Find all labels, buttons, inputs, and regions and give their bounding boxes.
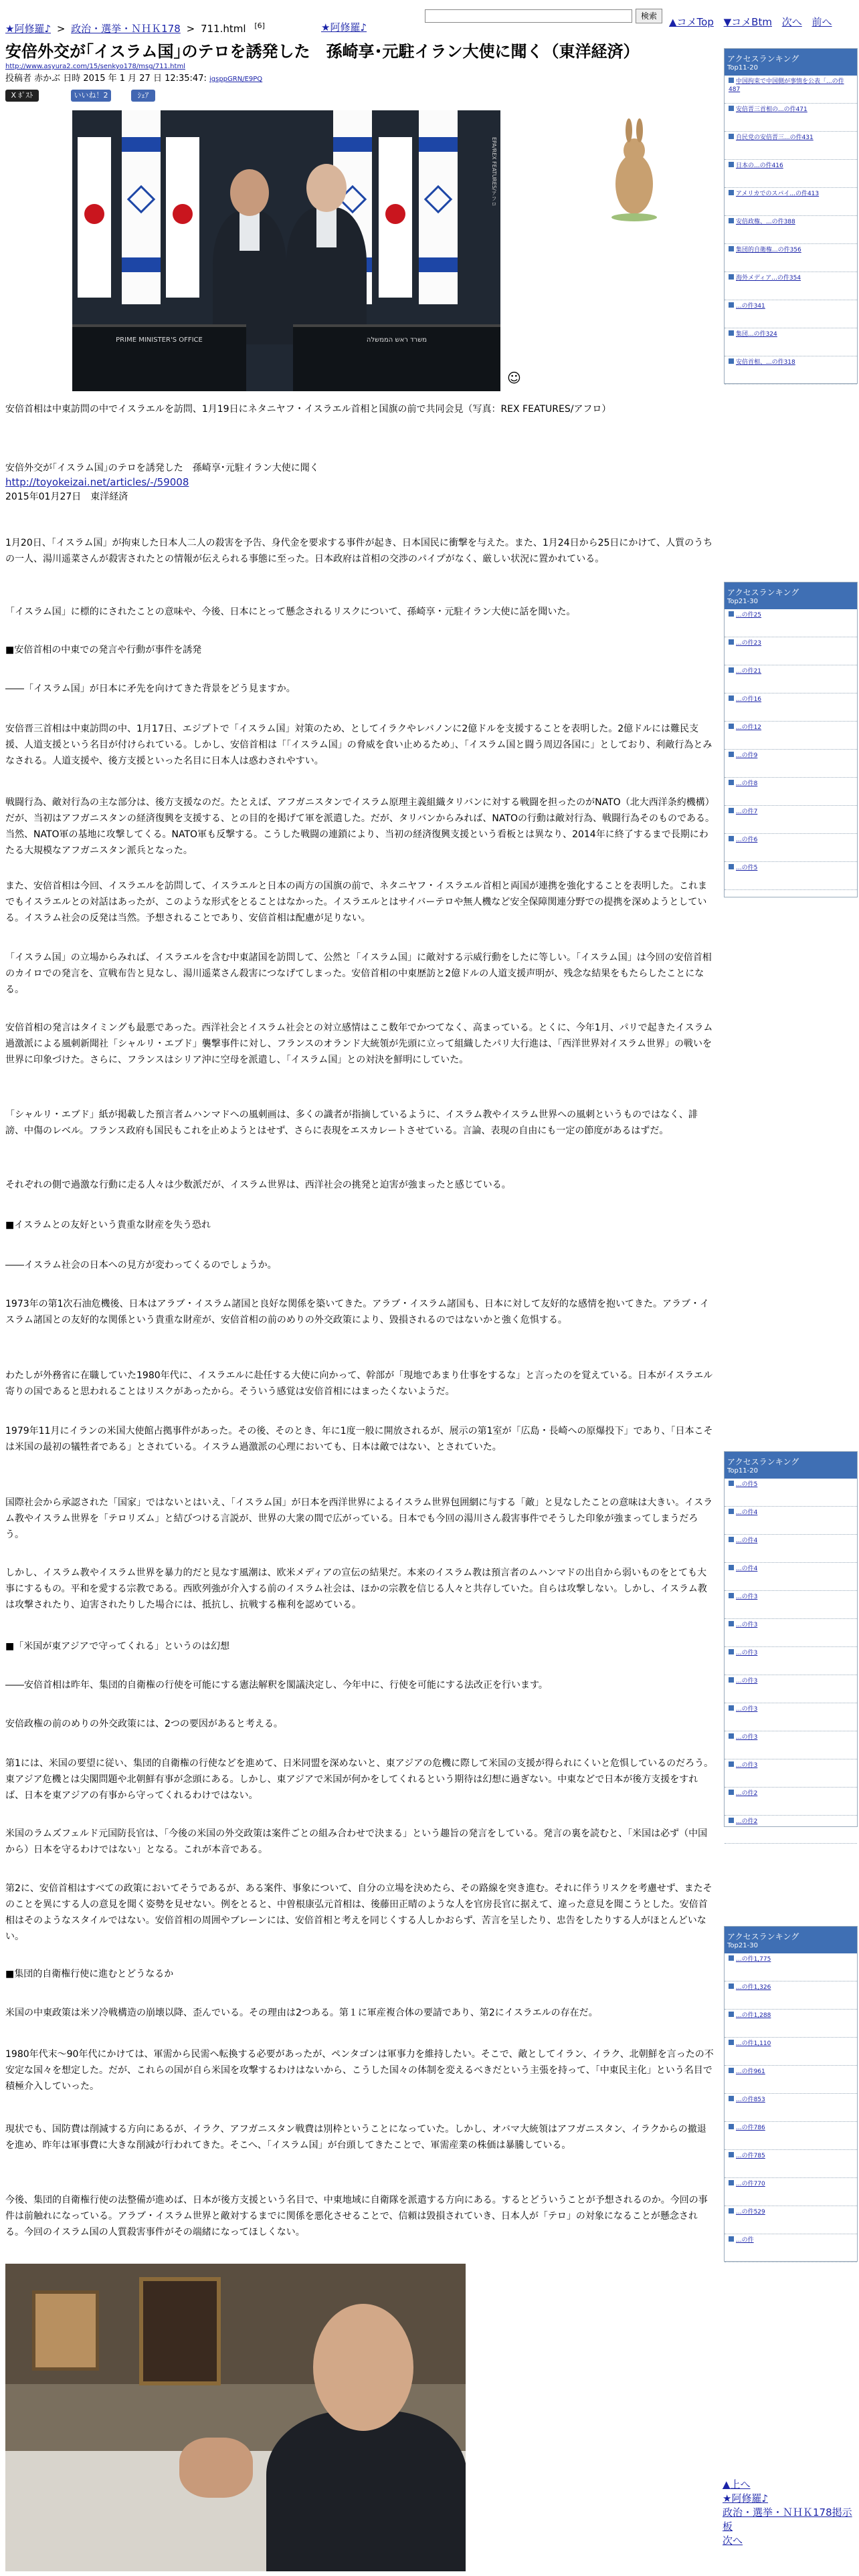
list-item-link[interactable]: ...の件23 — [736, 640, 762, 647]
ranking-widget — [724, 582, 858, 897]
photo-caption: 安倍首相は中東訪問の中でイスラエルを訪問、1月19日にネタニヤフ・イスラエル首相と国旗の前で共同会見（写真：REX FEATURES/アフロ） — [5, 404, 611, 415]
sub-title: 安倍外交が｢イスラム国｣のテロを誘発した 孫崎享･元駐イラン大使に聞く — [5, 463, 319, 473]
paragraph: 国際社会から承認された「国家」ではないとはいえ、「イスラム国」が日本を西洋世界によるイスラム世界包囲網に与する「敵」と見なしたことの意味は大きい。イスラム教やイスラム世界を「テロリズム」と結びつける言説が、世界の大衆の間で広がっている。日本でも今回の湯川さん殺害事件でそうした印象が強まってしまうだろう。 — [5, 1497, 713, 1540]
nav-links — [669, 15, 839, 29]
ranking-widget — [724, 48, 858, 384]
search-input[interactable] — [425, 9, 632, 23]
section-heading: ■「米国が東アジアで守ってくれる」というのは幻想 — [5, 1641, 230, 1652]
list-item-link[interactable]: ...の件341 — [736, 303, 765, 310]
article-url[interactable]: http://www.asyura2.com/15/senkyo178/msg/711.html — [5, 63, 185, 70]
israel-flag-icon — [122, 110, 161, 304]
list-item[interactable] — [725, 722, 857, 750]
photo-credit: EPA/REX FEATURES/アフロ — [491, 137, 497, 207]
list-item-link[interactable]: ...の件529 — [736, 2209, 765, 2216]
list-item[interactable] — [725, 778, 857, 806]
list-item[interactable] — [725, 1981, 857, 2010]
paragraph: 米国の中東政策は米ソ冷戦構造の崩壊以降、歪んでいる。その理由は2つある。第１に軍産複合体の要請であり、第2にイスラエルの存在だ。 — [5, 2008, 598, 2018]
list-item-link[interactable]: ...の件1,110 — [736, 2040, 771, 2047]
list-item[interactable] — [725, 1647, 857, 1675]
list-item-link[interactable]: ...の件1,326 — [736, 1984, 771, 1991]
ranking-widget — [724, 1451, 858, 1827]
paragraph: 安倍政権の前のめりの外交政策には、2つの要因があると考える。 — [5, 1719, 283, 1729]
list-item-link[interactable]: ...の件3 — [736, 1622, 758, 1628]
list-item[interactable] — [725, 300, 857, 328]
next-link[interactable]: 次へ — [723, 2535, 743, 2547]
list-item-link[interactable]: ...の件1,775 — [736, 1956, 771, 1963]
list-item-link[interactable]: ...の件6 — [736, 837, 758, 843]
list-item[interactable] — [725, 1563, 857, 1591]
x-post-button[interactable]: X ﾎﾟｽﾄ — [5, 90, 39, 102]
share-button[interactable]: ｼｪｱ — [131, 90, 155, 102]
list-item-link[interactable]: ...の件961 — [736, 2068, 765, 2075]
list-item[interactable] — [725, 1619, 857, 1647]
paragraph: 1973年の第1次石油危機後、日本はアラブ・イスラム諸国と良好な関係を築いてきた。アラブ・イスラム諸国も、日本に対して友好的な感情を抱いてきた。アラブ・イスラム諸国との友好的な関係という貴重な財産が、安倍首相の前のめりの外交政策により、毀損されるのではないかと強く危惧する。 — [5, 1299, 709, 1325]
widget-title: Top21-30 — [727, 598, 758, 605]
list-item[interactable] — [725, 806, 857, 834]
shirt — [240, 211, 260, 251]
widget-label: アクセスランキング — [727, 1932, 799, 1941]
section-heading: ■集団的自衛権行使に進むとどうなるか — [5, 1969, 174, 1979]
widget-label: アクセスランキング — [727, 1457, 799, 1467]
list-item[interactable] — [725, 1703, 857, 1731]
list-item-link[interactable]: 中国拘束で中国側が事情を公表「...の件487 — [729, 78, 844, 93]
list-item-link[interactable]: ...の件3 — [736, 1678, 758, 1685]
bottom-nav — [723, 2478, 859, 2548]
list-item[interactable] — [725, 665, 857, 693]
list-item[interactable] — [725, 1953, 857, 1981]
nav-next[interactable]: 次へ — [781, 16, 802, 28]
japan-flag-icon — [78, 137, 111, 298]
list-item[interactable] — [725, 2094, 857, 2122]
list-item-link[interactable]: ...の件3 — [736, 1650, 758, 1656]
list-item-link[interactable]: ...の件853 — [736, 2097, 765, 2103]
list-item-link[interactable]: ...の件7 — [736, 809, 758, 815]
list-item-link[interactable]: 自民党の安倍晋三...の件431 — [736, 134, 814, 141]
list-item-link[interactable]: 安倍首相、...の件318 — [736, 359, 795, 366]
paragraph: 「イスラム国」に標的にされたことの意味や、今後、日本にとって懸念されるリスクについて、孫崎享・元駐イラン大使に話を聞いた。 — [5, 607, 576, 617]
list-item[interactable] — [725, 2038, 857, 2066]
list-item[interactable] — [725, 2206, 857, 2234]
section-heading: ■イスラムとの友好という貴重な財産を失う恐れ — [5, 1220, 211, 1230]
podium-left: PRIME MINISTER'S OFFICE — [72, 324, 246, 391]
list-item-link[interactable]: ...の件4 — [736, 1537, 758, 1544]
list-item[interactable] — [725, 2178, 857, 2206]
paragraph: 今後、集団的自衛権行使の法整備が進めば、日本が後方支援という名目で、中東地域に自衛隊を派遣する方向にある。するとどういうことが予想されるのか。今回の事件は前触れになっている。アラブ・イスラム世界と敵対するまでに関係を悪化させることで、信頼は毀損されていき、日本人が「テロ」の対象になることが懸念される。今回のイスラム国の人質殺害事件がその端緒になってほしくない。 — [5, 2195, 708, 2238]
paragraph: また、安倍首相は今回、イスラエルを訪問して、イスラエルと日本の両方の国旗の前で、ネタニヤフ・イスラエル首相と両国が連携を強化することを表明した。これまでもイスラエルとの対話はあったが、このような形式をとることはなかった。イスラエルとはサイバーテロや無人機など安全保障関連分野での提携を深めようとしている。イスラム社会の反発は当然。予想されることであり、安倍首相は配慮が足りない。 — [5, 881, 708, 924]
list-item-link[interactable]: ...の件3 — [736, 1594, 758, 1600]
widget-header — [725, 1452, 857, 1479]
breadcrumb-current: 711.html — [200, 23, 246, 35]
widget-title: Top21-30 — [727, 1942, 758, 1949]
list-item-link[interactable]: ...の件785 — [736, 2153, 765, 2159]
list-item-link[interactable]: ...の件2 — [736, 1818, 758, 1825]
widget-label: アクセスランキング — [727, 54, 799, 64]
list-item[interactable] — [725, 2010, 857, 2038]
list-item[interactable] — [725, 216, 857, 244]
paragraph: 第1には、米国の要望に従い、集団的自衛権の行使などを進めて、日米同盟を深めないと、東アジアの危機に際して米国の支援が得られにくいと危惧しているのだろう。東アジア危機とは尖閣問題や北朝鮮有事が念頭にある。しかし、東アジアで米国が何かをしてくれるという期待は幻想に過ぎない。中東などで日本が後方支援をすれば、日本を東アジアの有事から守ってくれるわけではない。 — [5, 1758, 714, 1801]
list-item[interactable] — [725, 1535, 857, 1563]
list-item[interactable] — [725, 1788, 857, 1816]
head — [230, 169, 269, 216]
list-item-link[interactable]: ...の件21 — [736, 668, 762, 675]
home-link[interactable]: ★阿修羅♪ — [321, 21, 367, 33]
poster-id-link[interactable]: igsppGRN/E9PQ — [209, 76, 263, 83]
list-item[interactable] — [725, 132, 857, 160]
list-item[interactable] — [725, 637, 857, 665]
board-link[interactable]: 政治・選挙・ＮＨＫ178掲示板 — [723, 2506, 852, 2533]
paragraph: 米国のラムズフェルド元国防長官は、「今後の米国の外交政策は案件ごとの組み合わせで決まる」という趣旨の発言をしている。発言の裏を読むと、「米国は必ず（中国から）日本を守るわけではない」となる。これが本音である。 — [5, 1828, 708, 1855]
list-item-link[interactable]: ...の件8 — [736, 780, 758, 787]
list-item[interactable] — [725, 609, 857, 637]
rabbit-illustration-icon — [602, 117, 666, 224]
list-item-link[interactable]: ...の件3 — [736, 1706, 758, 1713]
list-item[interactable] — [725, 356, 857, 385]
list-item-link[interactable]: ...の件4 — [736, 1566, 758, 1572]
nav-comment-bottom[interactable]: ▼コメBtm — [723, 16, 772, 28]
list-item-link[interactable]: ...の件1,288 — [736, 2012, 771, 2019]
list-item[interactable] — [725, 750, 857, 778]
list-item-link[interactable]: 海外メディア...の件354 — [736, 275, 801, 282]
post-meta-text: 投稿者 赤かぶ 日時 2015 年 1 月 27 日 12:35:47: — [5, 74, 207, 84]
list-item[interactable] — [725, 188, 857, 216]
article-photo — [72, 110, 500, 391]
list-item[interactable] — [725, 1675, 857, 1703]
list-item[interactable] — [725, 104, 857, 132]
list-item[interactable] — [725, 2150, 857, 2178]
list-item[interactable] — [725, 1591, 857, 1619]
breadcrumb-sep: > — [56, 23, 66, 35]
paragraph: わたしが外務省に在職していた1980年代に、イスラエルに赴任する大使に向かって、幹部が「現地であまり仕事をするな」と言ったのを覚えている。日本がイスラエル寄りの国であると思われることはリスクがあったから。そういう感覚は安倍首相にはまったくないようだ。 — [5, 1370, 713, 1397]
widget-header — [725, 582, 857, 609]
list-item[interactable] — [725, 834, 857, 862]
list-item[interactable] — [725, 328, 857, 356]
israel-flag-icon — [419, 110, 458, 304]
breadcrumb-sep: > — [186, 23, 195, 35]
interviewee-photo — [5, 2264, 466, 2571]
list-item-link[interactable]: ...の件25 — [736, 612, 762, 619]
paragraph: 「シャルリ・エブド」紙が掲載した預言者ムハンマドへの風刺画は、多くの識者が指摘しているように、イスラム教やイスラム世界への風刺というものではなく、誹謗、中傷のレベル。フランス政府も国民もこれを止めようとはせず、さらに表現をエスカレートさせている。言論、表現の自由にも一定の節度があるはずだ。 — [5, 1109, 698, 1136]
list-item-link[interactable]: ...の件3 — [736, 1762, 758, 1769]
list-item[interactable] — [725, 1507, 857, 1535]
breadcrumb-note: [6] — [254, 21, 265, 30]
paragraph: 1980年代末〜90年代にかけては、軍需から民需へ転換する必要があったが、ペンタゴンは軍事力を維持したい。そこで、敵としてイラン、イラク、北朝鮮を言ったの不安定な国々を想定した。だが、これらの国が自ら米国を攻撃するわけはないから、こうした国々の体制を変えるべきだという主張を持って、「中東民主化」という名目で積極介入していった。 — [5, 2049, 714, 2092]
widget-title: Top11-20 — [727, 64, 758, 72]
ranking-widget — [724, 1926, 858, 2262]
list-item[interactable] — [725, 862, 857, 890]
list-item[interactable] — [725, 160, 857, 188]
home-link-bottom[interactable]: ★阿修羅♪ — [723, 2492, 769, 2504]
head — [306, 164, 347, 212]
list-item[interactable] — [725, 1759, 857, 1788]
source-link[interactable]: http://toyokeizai.net/articles/-/59008 — [5, 476, 189, 488]
list-item-link[interactable]: ...の件 — [736, 2237, 754, 2244]
list-item-link[interactable]: ...の件16 — [736, 696, 762, 703]
list-item-link[interactable]: ...の件5 — [736, 1481, 758, 1488]
paragraph: 第2に、安倍首相はすべての政策においてそうであるが、ある案件、事象について、自分の立場を決めたら、その路線を突き進む。それに伴うリスクを考慮せず、またそのことを異にする人の意見を聞く姿勢を見せない。例をとると、中曽根康弘元首相は、後藤田正晴のような人を官房長官に据えて、違った意見を聞こうとした。安倍首相はそのようなスタイルではない。安倍首相の周囲やブレーンには、安倍首相と考えを同じくする人しかおらず、苦言を呈したり、忠告をしたりする人がほとんどいない。 — [5, 1883, 712, 1942]
question: ――「イスラム国」が日本に矛先を向けてきた背景をどう見ますか。 — [5, 683, 296, 694]
paragraph: 1979年11月にイランの米国大使館占拠事件があった。その後、そのとき、年に1度一般に開放されるが、展示の第1室が「広島・長崎への原爆投下」であり、「日本こそは米国の最初の犠牲者である」とされている。イスラム過激派の心理においても、日本は敵ではない、とされていた。 — [5, 1426, 713, 1453]
list-item-link[interactable]: ...の件9 — [736, 752, 758, 759]
paragraph: 現状でも、国防費は削減する方向にあるが、イラク、アフガニスタン戦費は別枠ということになっていた。しかし、オバマ大統領はアフガニスタン、イラクからの撤退を進め、昨年は軍事費に大きな削減が行われてきた。そこへ、「イスラム国」が台頭してきたことで、軍需産業の株価は暴騰している。 — [5, 2124, 706, 2151]
list-item-link[interactable]: ...の件2 — [736, 1790, 758, 1797]
like-button[interactable]: いいね！2 — [71, 90, 111, 102]
paragraph: 安倍晋三首相は中東訪問の中、1月17日、エジプトで「イスラム国」対策のため、としてイラクやレバノンに2億ドルを支援することを表明した。2億ドルには難民支援、人道支援という名目が付けられている。しかし、安倍首相は「「イスラム国」の脅威を食い止めるため」、「イスラム国と闘う周辺各国に」としており、利敵行為とみなされる。人道支援や、後方支援といった名目に日本人は惑わされやすい。 — [5, 724, 712, 766]
list-item-link[interactable]: 安倍晋三首相の...の件471 — [736, 106, 807, 113]
list-item[interactable] — [725, 1731, 857, 1759]
widget-header — [725, 49, 857, 76]
paragraph: 戦闘行為、敵対行為の主な部分は、後方支援なのだ。たとえば、アフガニスタンでイスラム原理主義組織タリバンに対する戦闘を担ったのがNATO（北大西洋条約機構）だが、当初はアフガニスタンの経済復興を支援する、との目的を掲げて軍を派遣した。だが、タリバンからみれば、NATOの行動は敵対行為、戦闘行為そのものである。当然、NATO軍の基地に攻撃してくる。NATO軍も反撃する。こうした戦闘の連鎖により、当初の経済復興支援という看板とは異なり、2014年に終了するまで長期にわたる大規模なアフガニスタン派兵となった。 — [5, 797, 714, 856]
japan-flag-icon — [379, 137, 412, 298]
widget-title: Top11-20 — [727, 1467, 758, 1475]
breadcrumb-board[interactable]: 政治・選挙・ＮＨＫ178 — [71, 23, 181, 35]
list-item-link[interactable]: ...の件12 — [736, 724, 762, 731]
smile-icon: ☺ — [507, 370, 521, 386]
list-item-link[interactable]: ...の件5 — [736, 865, 758, 871]
list-item[interactable] — [725, 1479, 857, 1507]
list-item[interactable] — [725, 272, 857, 300]
list-item-link[interactable]: 集団...の件324 — [736, 331, 777, 338]
japan-flag-icon — [166, 137, 199, 298]
list-item-link[interactable]: ...の件786 — [736, 2125, 765, 2131]
list-item[interactable] — [725, 693, 857, 722]
list-item-link[interactable]: ...の件3 — [736, 1734, 758, 1741]
date-source: 2015年01月27日 東洋経済 — [5, 492, 128, 502]
nav-prev[interactable]: 前へ — [812, 16, 832, 28]
paragraph: 1月20日、「イスラム国」が拘束した日本人二人の殺害を予告、身代金を要求する事件が起き、日本国民に衝撃を与えた。また、1月24日から25日にかけて、人質のうちの一人、湯川遥菜さんが殺害されたとの情報が伝えられる事態に至った。日本政府は首相の交渉のパイプがなく、厳しい状況に置かれている。 — [5, 538, 713, 564]
list-item-link[interactable]: 集団的自衛権...の件356 — [736, 247, 801, 253]
paragraph: 安倍首相の発言はタイミングも最悪であった。西洋社会とイスラム社会との対立感情はここ数年でかつてなく、高まっている。とくに、今年1月、パリで起きたイスラム過激派による風刺新聞社「シャルリ・エブド」襲撃事件に対し、フランスのオランド大統領が先頭に立って組織したパリ大行進は、「西洋世界対イスラム世界」の戦いを世界に印象づけた。さらに、フランスはシリア沖に空母を派遣し、「イスラム国」との対決を鮮明にしていた。 — [5, 1023, 713, 1065]
question: ――イスラム社会の日本への見方が変わってくるのでしょうか。 — [5, 1260, 277, 1271]
widget-label: アクセスランキング — [727, 588, 799, 597]
shirt — [316, 207, 337, 247]
list-item[interactable] — [725, 1816, 857, 1844]
podium-right: משרד ראש הממשלה — [293, 324, 500, 391]
paragraph: それぞれの側で過激な行動に走る人々は少数派だが、イスラム世界は、西洋社会の挑発と迫害が強まったと感じている。 — [5, 1180, 511, 1190]
list-item[interactable] — [725, 2234, 857, 2262]
list-item-link[interactable]: 日本の...の件416 — [736, 163, 783, 169]
paragraph: 「イスラム国」の立場からみれば、イスラエルを含む中東諸国を訪問して、公然と「イスラム国」に敵対する示威行動をしたに等しい。「イスラム国」は今回の安倍首相のカイロでの発言を、宣戦布告と見なし、湯川遥菜さん殺害につなげてしまった。安倍首相の中東歴訪と2億ドルの人道支援声明が、残念な結果をもたらしたことになる。 — [5, 952, 712, 995]
paragraph: しかし、イスラム教やイスラム世界を暴力的だと見なす風潮は、欧米メディアの宣伝の結果だ。本来のイスラム教は預言者のムハンマドの出自から弱いものをとても大事にするもの。平和を愛する宗教である。西欧列強が介入する前のイスラム社会は、ほかの宗教を信じる人々と共存していた。自らは攻撃しない。しかし、イスラム教は攻撃されたり、迫害されたりした場合には、抵抗し、抗戦する権利を認めている。 — [5, 1568, 707, 1610]
list-item-link[interactable]: ...の件770 — [736, 2181, 765, 2187]
widget-header — [725, 1927, 857, 1953]
back-to-top-link[interactable]: ▲上へ — [723, 2478, 751, 2490]
question: ――安倍首相は昨年、集団的自衛権の行使を可能にする憲法解釈を閣議決定し、今年中に、行使を可能にする法改正を行います。 — [5, 1680, 548, 1691]
nav-comment-top[interactable]: ▲コメTop — [669, 16, 714, 28]
list-item[interactable] — [725, 2122, 857, 2150]
list-item[interactable] — [725, 244, 857, 272]
search-button[interactable]: 検索 — [636, 9, 662, 23]
post-meta — [5, 71, 262, 84]
list-item-link[interactable]: アメリカでのスパイ...の件413 — [736, 191, 820, 197]
list-item[interactable] — [725, 2066, 857, 2094]
breadcrumb — [5, 20, 265, 35]
list-item-link[interactable]: ...の件4 — [736, 1509, 758, 1516]
breadcrumb-home[interactable]: ★阿修羅♪ — [5, 23, 52, 35]
page-title: 安倍外交が｢イスラム国｣のテロを誘発した 孫崎享･元駐イラン大使に聞く（東洋経済） — [5, 42, 640, 61]
list-item-link[interactable]: 安倍政権、...の件388 — [736, 219, 795, 225]
section-heading: ■安倍首相の中東での発言や行動が事件を誘発 — [5, 645, 202, 655]
list-item[interactable] — [725, 76, 857, 104]
